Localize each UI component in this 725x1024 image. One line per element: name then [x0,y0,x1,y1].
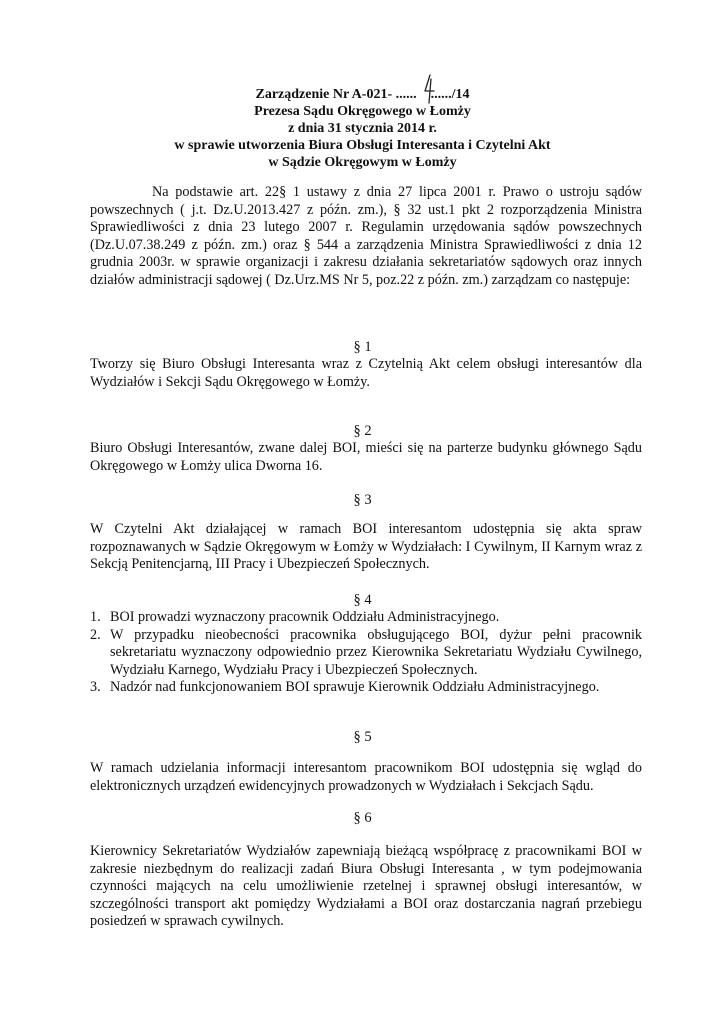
list-item: 3. Nadzór nad funkcjonowaniem BOI sprawuje Kierownik Oddziału Administracyjnego. [90,679,600,696]
list-item: 2. W przypadku nieobecności pracownika obsługującego BOI, dyżur pełni pracownik sekretariatu wyznaczony odpowiednio przez Kierownika Sekretariatu Wydziału Cywilnego, Wydziału Karnego, Wydziału Pracy i Ubezpieczeń Społecznych. [90,626,642,678]
section-3-text: W Czytelni Akt działającej w ramach BOI interesantom udostępnia się akta spraw rozpoznawanych w Sądzie Okręgowym w Łomży w Wydziałach: I Cywilnym, II Karnym wraz z Sekcją Penitencjarną, III Pracy i Ubezpieczeń Społecznych. [90,521,642,573]
section-2-title: § 2 [353,423,372,439]
date-line: z dnia 31 stycznia 2014 r. [288,121,437,136]
section-5-text: W ramach udzielania informacji interesantom pracownikom BOI udostępnia się wgląd do elektronicznych urządzeń ewidencyjnych prowadzonych w Wydziałach i Sekcjach Sądu. [90,760,642,794]
section-1-title: § 1 [353,339,372,355]
preamble-paragraph: Na podstawie art. 22§ 1 ustawy z dnia 27 lipca 2001 r. Prawo o ustroju sądów powszechnych ( j.t. Dz.U.2013.427 z późn. zm.), § 32 ust.1 pkt 2 rozporządzenia Ministra Sprawiedliwości z dnia 23 lutego 2007 r. Regulamin urzędowania sądów powszechnych (Dz.U.07.38.249 z późn. zm.) oraz § 544 a zarządzenia Ministra Sprawiedliwości z dnia 12 grudnia 2003r. w sprawie organizacji i zakresu działania sekretariatów sądowych oraz innych działów administracji sądowej ( Dz.Urz.MS Nr 5, poz.22 z późn. zm.) zarządzam co następuje: [90,184,642,288]
section-1-text: Tworzy się Biuro Obsługi Interesanta wraz z Czytelnią Akt celem obsługi interesantów dla Wydziałów i Sekcji Sądu Okręgowego w Łomży. [90,356,642,390]
section-2-text: Biuro Obsługi Interesantów, zwane dalej BOI, mieści się na parterze budynku głównego Sądu Okręgowego w Łomży ulica Dworna 16. [90,440,642,474]
section-4-title: § 4 [353,592,372,608]
section-3-title: § 3 [353,492,372,508]
order-number-line: Zarządzenie Nr A-021- ...... ....../14 [255,87,470,102]
document-header [0,86,725,171]
issuer-line: Prezesa Sądu Okręgowego w Łomży [254,104,471,119]
section-5-title: § 5 [353,729,372,745]
section-6-title: § 6 [353,810,372,826]
subject-line: w sprawie utworzenia Biura Obsługi Interesanta i Czytelni Akt [174,138,551,153]
list-item: 1. BOI prowadzi wyznaczony pracownik Oddziału Administracyjnego. [90,609,500,625]
section-6-text: Kierownicy Sekretariatów Wydziałów zapewniają bieżącą współpracę z pracownikami BOI w zakresie niezbędnym do realizacji zadań Biura Obsługi Interesanta , w tym podejmowania czynności mających na celu umożliwienie rzetelnej i sprawnej obsługi interesantów, w szczególności transport akt pomiędzy Wydziałami a BOI oraz dostarczania nagrań przebiegu posiedzeń w sprawach cywilnych. [90,843,642,930]
section-4-list [90,609,642,697]
subject-line-2: w Sądzie Okręgowym w Łomży [268,155,457,170]
